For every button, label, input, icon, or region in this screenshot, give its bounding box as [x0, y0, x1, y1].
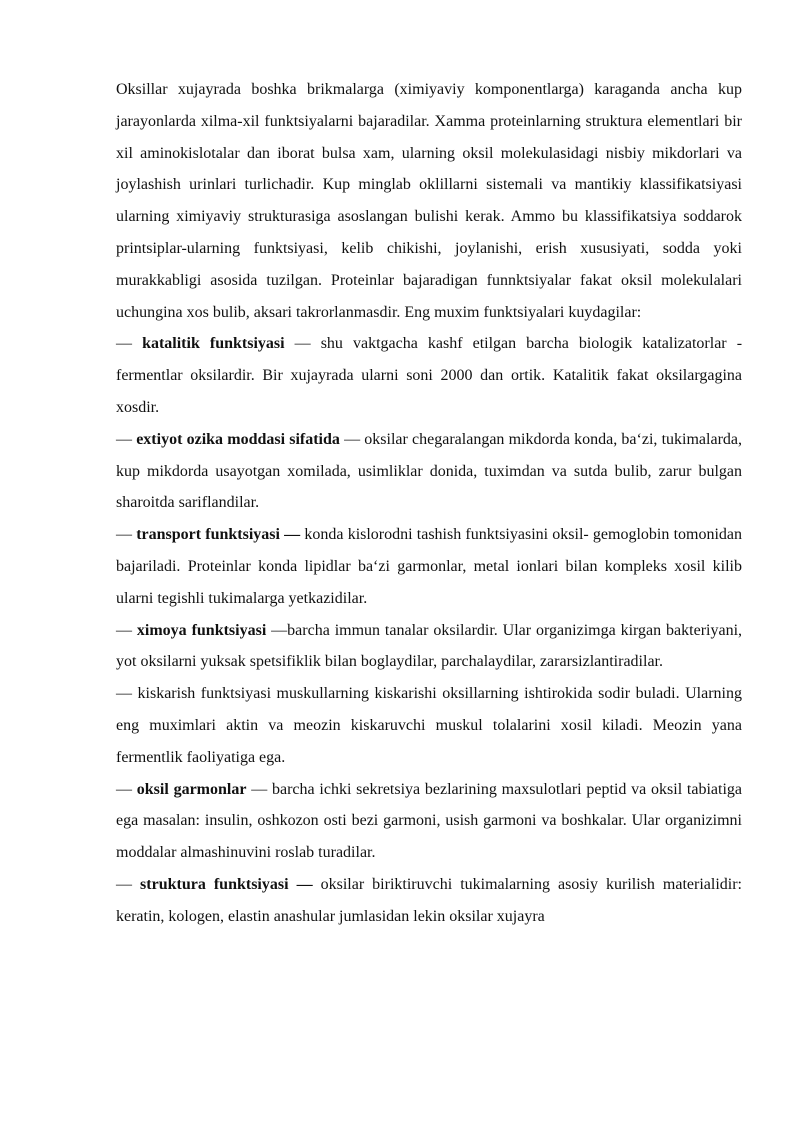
- paragraph-dash: —: [116, 430, 137, 448]
- paragraph-text: konda kislorodni tashish funktsiyasini oksil- gemoglobin tomonidan bajariladi. Proteinlar konda lipidlar ba‘zi garmonlar, metal ionlari bilan kompleks xosil kilib ularni tegishli tukimalarga yetkazidilar.: [116, 526, 743, 607]
- paragraph-text: kiskarish funktsiyasi muskullarning kiskarishi oksillarning ishtirokida sodir buladi. Ularning eng muximlari aktin va meozin kiskaruvchi muskul tolalarini xosil kiladi. Meozin yana fermentlik faoliyatiga ega.: [116, 685, 743, 766]
- paragraph-heading: extiyot ozika moddasi sifatida: [136, 430, 340, 448]
- protective-function-paragraph: [116, 615, 742, 679]
- paragraph-heading: struktura funktsiyasi —: [140, 875, 313, 893]
- paragraph-text: oksilar biriktiruvchi tukimalarning asosiy kurilish materialidir: keratin, kologen, elastin anashular jumlasidan lekin oksilar xujayra: [116, 875, 743, 925]
- transport-function-paragraph: [116, 519, 742, 614]
- paragraph-dash: —: [116, 621, 137, 639]
- paragraph-heading: ximoya funktsiyasi: [136, 621, 267, 639]
- catalytic-function-paragraph: [116, 328, 742, 423]
- intro-paragraph: [116, 74, 742, 328]
- reserve-nutrient-paragraph: [116, 424, 742, 519]
- document-page: [116, 74, 742, 933]
- structural-function-paragraph: [116, 869, 742, 933]
- paragraph-dash: —: [116, 875, 141, 893]
- paragraph-dash: —: [116, 685, 138, 703]
- paragraph-text: —barcha immun tanalar oksilardir. Ular organizimga kirgan bakteriyani, yot oksilarni yuksak spetsifiklik bilan boglaydilar, parchalaydilar, zararsizlantiradilar.: [116, 621, 743, 671]
- paragraph-heading: katalitik funktsiyasi: [142, 335, 285, 353]
- paragraph-dash: —: [116, 335, 143, 353]
- protein-hormones-paragraph: [116, 774, 742, 869]
- paragraph-text: — shu vaktgacha kashf etilgan barcha biologik katalizatorlar - fermentlar oksilardir. Bir xujayrada ularni soni 2000 dan ortik. Katalitik fakat oksilargagina xosdir.: [116, 335, 743, 416]
- paragraph-dash: —: [116, 780, 137, 798]
- paragraph-text: — oksilar chegaralangan mikdorda konda, ba‘zi, tukimalarda, kup mikdorda usayotgan xomilada, usimliklar donida, tuximdan va sutda bulib, zarur bulgan sharoitda sariflandilar.: [116, 430, 743, 512]
- paragraph-heading: oksil garmonlar: [136, 780, 247, 798]
- paragraph-dash: —: [116, 526, 137, 544]
- paragraph-heading: transport funktsiyasi —: [136, 526, 301, 544]
- paragraph-text: Oksillar xujayrada boshka brikmalarga (ximiyaviy komponentlarga) karaganda ancha kup jarayonlarda xilma-xil funktsiyalarni bajaradilar. Xamma proteinlarning struktura elementlari bir xil aminokislotalar dan iborat bulsa xam, ularning oksil molekulasidagi nisbiy mikdorlari va joylashish urinlari turlichadir. Kup minglab oklillarni sistemali va mantikiy klassifikatsiyasi ularning ximiyaviy strukturasiga asoslangan bulishi kerak. Ammo bu klassifikatsiya soddarok printsiplar-ularning funktsiyasi, kelib chikishi, joylanishi, erish xususiyati, sodda yoki murakkabligi asosida tuzilgan. Proteinlar bajaradigan funnktsiyalar fakat oksil molekulalari uchungina xos bulib, aksari takrorlanmasdir. Eng muxim funktsiyalari kuydagilar:: [116, 81, 742, 321]
- paragraph-text: — barcha ichki sekretsiya bezlarining maxsulotlari peptid va oksil tabiatiga ega masalan: insulin, oshkozon osti bezi garmoni, usish garmoni va boshkalar. Ular organizimni moddalar almashinuvini roslab turadilar.: [116, 780, 743, 862]
- contractile-function-paragraph: [116, 678, 742, 773]
